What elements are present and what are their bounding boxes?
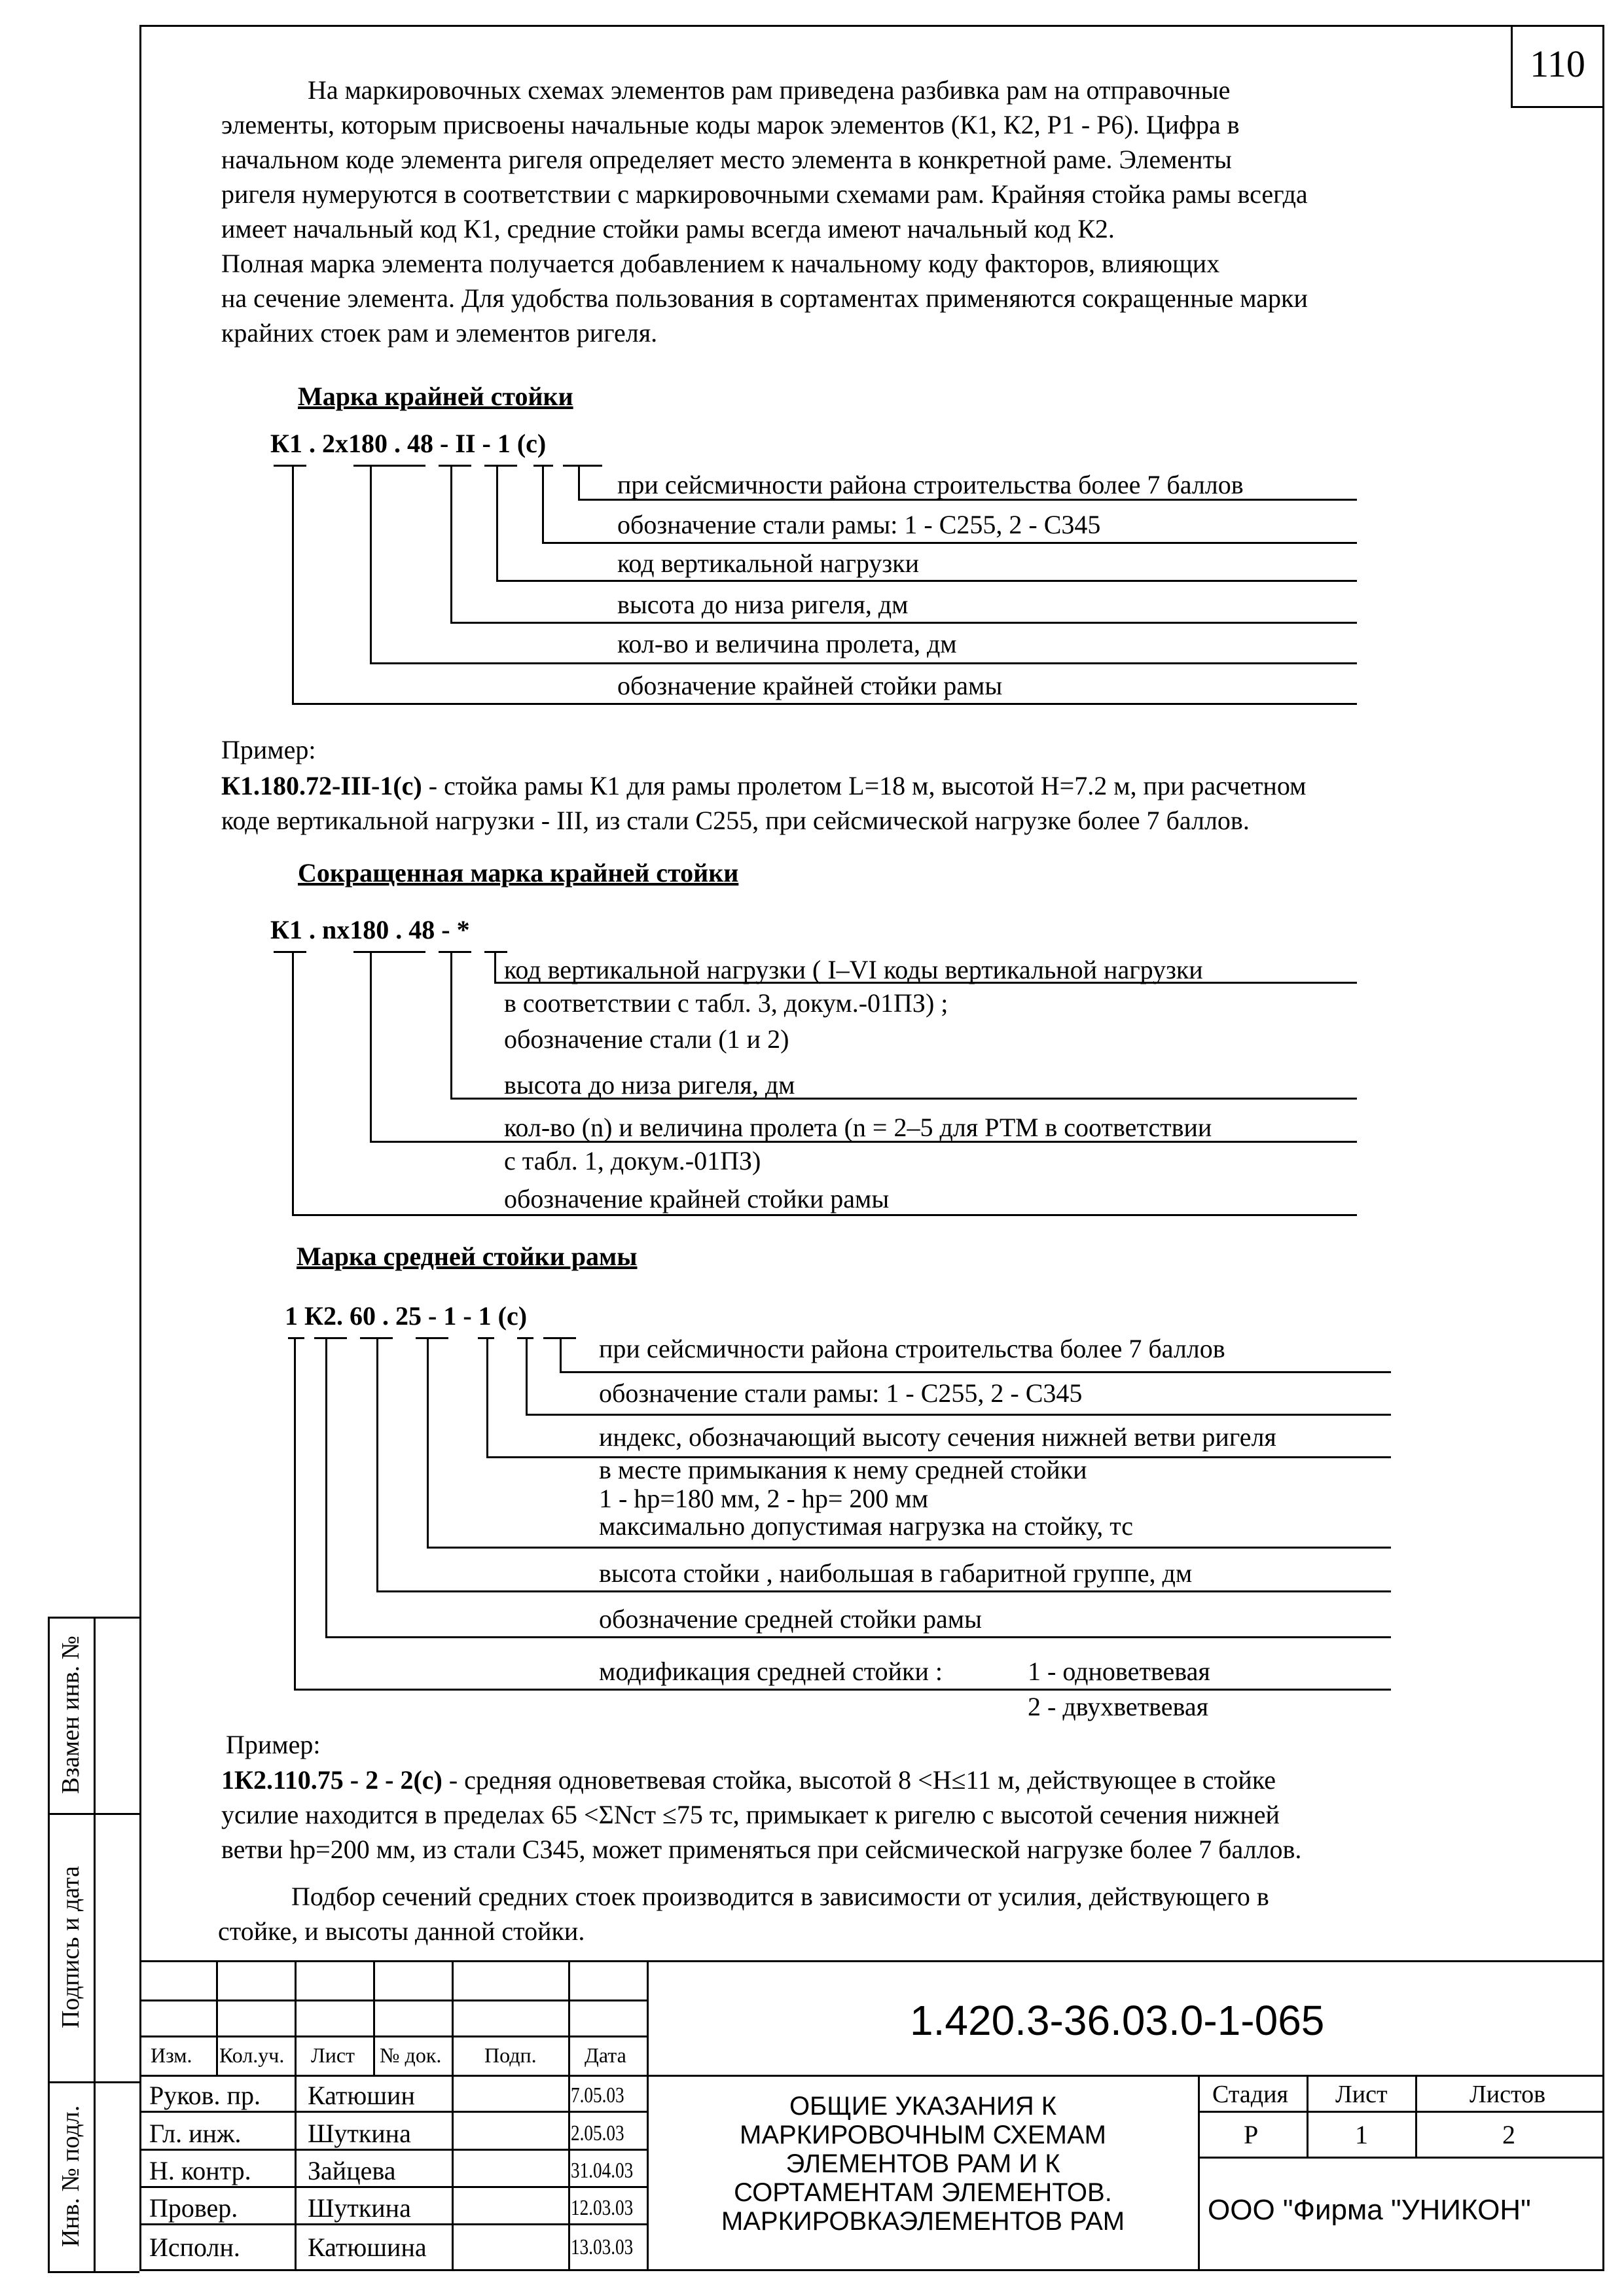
code-part: - — [435, 915, 457, 944]
doc-title — [648, 2092, 1198, 2236]
intro-line-6: Полная марка элемента получается добавлением к начальному коду факторов, влияющих — [221, 249, 1220, 278]
s3-leader — [376, 1338, 378, 1590]
tb-role: Н. контр. — [149, 2156, 251, 2185]
stamp-column-left — [48, 1617, 50, 2271]
intro-line-7: на сечение элемента. Для удобства пользования в сортаментах применяются сокращенные марки — [221, 283, 1308, 313]
s1-label-line — [370, 662, 1357, 664]
s2-tick — [274, 951, 306, 953]
s1-label-seismic: при сейсмичности района строительства более 7 баллов — [617, 470, 1244, 499]
s1-leader — [450, 466, 452, 622]
tb-grid-row — [139, 2149, 647, 2151]
company-name: ООО "Фирма "УНИКОН" — [1208, 2194, 1531, 2226]
tb-name: Зайцева — [308, 2156, 396, 2185]
stamp-sep-2 — [48, 2081, 139, 2083]
s3-label-line — [427, 1547, 1391, 1549]
code-part: К1 — [270, 915, 303, 944]
s2-leader — [292, 952, 294, 1214]
s1-leader — [370, 466, 372, 662]
tb-role: Гл. инж. — [149, 2119, 242, 2148]
s1-tick — [563, 465, 602, 467]
sheet-header: Лист — [1335, 2081, 1388, 2108]
tb-role: Исполн. — [149, 2233, 240, 2262]
s2-label-steel: обозначение стали (1 и 2) — [504, 1024, 789, 1054]
s3-example-line-3: ветви hр=200 мм, из стали С345, может применяться при сейсмической нагрузке более 7 баллов. — [221, 1835, 1302, 1864]
s2-label-load-ref: в соответствии с табл. 3, докум.-01ПЗ) ; — [504, 988, 948, 1018]
tb-grid-col — [373, 1960, 375, 2075]
code-part: * — [456, 915, 470, 944]
s1-label-span: кол-во и величина пролета, дм — [617, 629, 957, 658]
tb-grid-row — [139, 2223, 647, 2225]
stamp-column-mid — [94, 1617, 96, 2271]
code-part: . — [376, 1301, 396, 1331]
doc-code: 1.420.3-36.03.0-1-065 — [910, 1997, 1325, 2044]
s1-example-label: Пример: — [221, 735, 316, 764]
s1-label-line — [292, 703, 1357, 705]
s1-tick — [484, 465, 517, 467]
s1-label-load-code: код вертикальной нагрузки — [617, 548, 919, 578]
s2-label-span-ref: с табл. 1, докум.-01ПЗ) — [504, 1146, 761, 1175]
code-part: (с) — [516, 429, 547, 458]
s3-label-line — [526, 1414, 1391, 1416]
stamp-inv-orig: Инв. № подл. — [57, 2105, 84, 2248]
tb-date: 13.03.03 — [571, 2235, 634, 2259]
stage-header: Стадия — [1212, 2081, 1288, 2108]
tb-grid-col — [568, 1960, 570, 2271]
intro-line-4: ригеля нумеруются в соответствии с маркировочными схемами рам. Крайняя стойка рамы всегда — [221, 179, 1308, 209]
tb-grid-col — [216, 1960, 218, 2075]
code-part — [492, 1301, 498, 1331]
section3-heading: Марка средней стойки рамы — [297, 1242, 638, 1271]
s3-label-index-values: 1 - hр=180 мм, 2 - hр= 200 мм — [599, 1484, 929, 1513]
s1-leader — [578, 466, 580, 499]
tb-date: 31.04.03 — [571, 2159, 634, 2183]
s3-label-line — [376, 1590, 1391, 1592]
tb-date: 7.05.03 — [571, 2083, 624, 2108]
s1-example-line-1 — [221, 769, 1306, 803]
code-part — [511, 429, 517, 458]
section2-code — [270, 913, 470, 947]
code-part: - — [456, 1301, 478, 1331]
tb-header-kol: Кол.уч. — [219, 2043, 285, 2067]
tb-header-izm: Изм. — [151, 2043, 192, 2067]
code-part: . — [302, 915, 323, 944]
tb-header-date: Дата — [585, 2043, 626, 2067]
code-part: nx180 — [322, 915, 389, 944]
s3-label-height: высота стойки , наибольшая в габаритной группе, дм — [599, 1558, 1193, 1588]
code-part: - — [422, 1301, 444, 1331]
s2-tick — [353, 951, 425, 953]
code-part: . — [388, 429, 408, 458]
s1-label-line — [450, 622, 1357, 624]
code-part: К2. — [298, 1301, 344, 1331]
section1-code — [270, 427, 546, 461]
s1-example-code: К1.180.72-III-1(с) — [221, 771, 422, 800]
stamp-signature-date: Подпись и дата — [57, 1865, 84, 2029]
tb-header-doc: № док. — [380, 2043, 442, 2067]
code-part: - — [475, 429, 497, 458]
s3-label-steel: обозначение стали рамы: 1 - С255, 2 - С345 — [599, 1378, 1083, 1408]
s3-label-seismic: при сейсмичности района строительства более 7 баллов — [599, 1334, 1225, 1363]
s3-label-max-load: максимально допустимая нагрузка на стойку, тс — [599, 1511, 1134, 1541]
code-part: 1 — [443, 1301, 457, 1331]
doc-title-line: ЭЛЕМЕНТОВ РАМ И К — [785, 2149, 1060, 2178]
s3-leader — [325, 1338, 327, 1636]
s1-leader — [542, 466, 544, 542]
sheets-value: 2 — [1502, 2120, 1515, 2149]
code-part: 48 — [408, 915, 435, 944]
tb-header-list: Лист — [311, 2043, 355, 2067]
s2-label-span: кол-во (n) и величина пролета (n = 2–5 для РТМ в соответствии — [504, 1113, 1212, 1142]
s1-tick — [353, 465, 425, 467]
section2-heading: Сокращенная марка крайней стойки — [298, 858, 739, 888]
code-part: - — [433, 429, 456, 458]
intro-line-1: На маркировочных схемах элементов рам приведена разбивка рам на отправочные — [308, 75, 1231, 105]
s3-leader — [294, 1338, 296, 1689]
s3-leader — [427, 1338, 429, 1547]
doc-title-line: МАРКИРОВОЧНЫМ СХЕМАМ — [740, 2121, 1106, 2149]
intro-line-3: начальном коде элемента ригеля определяет место элемента в конкретной раме. Элементы — [221, 145, 1232, 174]
stamp-bottom — [48, 2271, 139, 2273]
stage-value: Р — [1244, 2120, 1259, 2149]
code-part: 1 — [478, 1301, 492, 1331]
s3-example-text: - средняя одноветвевая стойка, высотой 8 <Н≤11 м, действующее в стойке — [442, 1765, 1276, 1795]
code-part: 1 — [497, 429, 511, 458]
stamp-sep-1 — [48, 1813, 139, 1815]
tb-role: Руков. пр. — [149, 2081, 261, 2110]
code-part: К1 — [270, 429, 303, 458]
s3-label-column: обозначение средней стойки рамы — [599, 1604, 982, 1634]
s3-leader — [486, 1338, 488, 1456]
s3-label-mod-2: 2 - двухветвевая — [1028, 1692, 1208, 1721]
s1-label-column: обозначение крайней стойки рамы — [617, 671, 1003, 700]
tb-grid-col — [295, 1960, 297, 2271]
intro-line-5: имеет начальный код К1, средние стойки рамы всегда имеют начальный код К2. — [221, 214, 1115, 243]
code-part: II — [455, 429, 476, 458]
s2-label-height: высота до низа ригеля, дм — [504, 1070, 795, 1100]
section3-code — [285, 1299, 527, 1333]
s1-label-line — [542, 542, 1357, 544]
s2-label-column: обозначение крайней стойки рамы — [504, 1184, 890, 1213]
s3-example-line-1 — [221, 1763, 1276, 1797]
s1-leader — [292, 466, 294, 703]
stage-col — [1415, 2075, 1417, 2157]
s3-tick — [416, 1337, 448, 1339]
tb-date: 2.05.03 — [571, 2121, 624, 2145]
tb-role: Провер. — [149, 2193, 238, 2223]
tb-name: Катюшина — [308, 2233, 427, 2262]
intro-line-8: крайних стоек рам и элементов ригеля. — [221, 318, 658, 348]
s3-example-label: Пример: — [226, 1730, 321, 1759]
s1-tick — [274, 465, 306, 467]
s1-label-steel: обозначение стали рамы: 1 - С255, 2 - С345 — [617, 510, 1101, 539]
stamp-top — [48, 1617, 139, 1619]
s3-label-modification: модификация средней стойки : — [599, 1657, 943, 1686]
code-part: (с) — [497, 1301, 528, 1331]
s1-example-text: - стойка рамы К1 для рамы пролетом L=18 м, высотой Н=7.2 м, при расчетном — [422, 771, 1307, 800]
tb-date: 12.03.03 — [571, 2196, 634, 2220]
s3-example-line-2: усилие находится в пределах 65 <ΣNст ≤75 тс, примыкает к ригелю с высотой сечения нижней — [221, 1800, 1280, 1829]
tb-grid-col — [452, 1960, 454, 2271]
s3-label-line — [294, 1689, 1391, 1691]
closing-line-2: стойке, и высоты данной стойки. — [218, 1916, 585, 1946]
s3-leader — [526, 1338, 528, 1414]
code-part: . — [302, 429, 323, 458]
stage-row — [1198, 2157, 1604, 2159]
s2-leader — [370, 952, 372, 1141]
s3-tick — [288, 1337, 304, 1339]
tb-grid-row — [139, 2186, 647, 2188]
sheets-header: Листов — [1470, 2081, 1546, 2108]
s2-tick — [439, 951, 471, 953]
s1-leader — [496, 466, 498, 580]
stage-col — [1307, 2075, 1308, 2157]
doc-title-line: ОБЩИЕ УКАЗАНИЯ К — [789, 2092, 1057, 2121]
s3-label-index-place: в месте примыкания к нему средней стойки — [599, 1455, 1087, 1484]
stage-row — [1198, 2111, 1604, 2113]
doc-title-line: СОРТАМЕНТАМ ЭЛЕМЕНТОВ. — [734, 2178, 1112, 2207]
code-part: 2x180 — [322, 429, 388, 458]
tb-top — [139, 1960, 1604, 1962]
section1-heading: Марка крайней стойки — [298, 382, 573, 411]
intro-line-2: элементы, которым присвоены начальные коды марок элементов (К1, К2, Р1 - Р6). Цифра в — [221, 110, 1240, 139]
code-part: 60 — [343, 1301, 376, 1331]
s3-label-line — [560, 1371, 1391, 1373]
s3-label-mod-1: 1 - одноветвевая — [1028, 1657, 1210, 1686]
s2-leader — [450, 952, 452, 1098]
tb-name: Шуткина — [308, 2193, 411, 2223]
sheet-value: 1 — [1355, 2120, 1368, 2149]
tb-grid-row — [139, 2111, 647, 2113]
doc-title-line: МАРКИРОВКАЭЛЕМЕНТОВ РАМ — [721, 2207, 1125, 2236]
tb-header-sign: Подп. — [484, 2043, 537, 2067]
s1-example-line-2: коде вертикальной нагрузки - III, из стали С255, при сейсмической нагрузке более 7 баллов. — [221, 806, 1250, 835]
sheet-number: 110 — [1530, 43, 1585, 85]
code-part: 48 — [407, 429, 434, 458]
stage-divider — [1198, 2075, 1200, 2271]
code-part: . — [389, 915, 409, 944]
s3-label-line — [325, 1636, 1391, 1638]
s1-tick — [439, 465, 471, 467]
tb-code-bottom — [139, 2075, 1604, 2077]
s3-example-code: 1К2.110.75 - 2 - 2(с) — [221, 1765, 442, 1795]
s3-tick — [314, 1337, 347, 1339]
closing-line-1: Подбор сечений средних стоек производится в зависимости от усилия, действующего в — [291, 1882, 1269, 1911]
s3-leader — [560, 1338, 562, 1371]
s2-leader — [494, 952, 496, 982]
code-part: 25 — [395, 1301, 422, 1331]
s3-label-index: индекс, обозначающий высоту сечения нижней ветви ригеля — [599, 1422, 1276, 1452]
tb-name: Шуткина — [308, 2119, 411, 2148]
tb-name: Катюшин — [308, 2081, 415, 2110]
stamp-replace-inv: Взамен инв. № — [57, 1636, 84, 1794]
s1-label-height: высота до низа ригеля, дм — [617, 590, 909, 619]
code-part: 1 — [285, 1301, 298, 1331]
s2-label-load: код вертикальной нагрузки ( I–VI коды вертикальной нагрузки — [504, 955, 1203, 984]
